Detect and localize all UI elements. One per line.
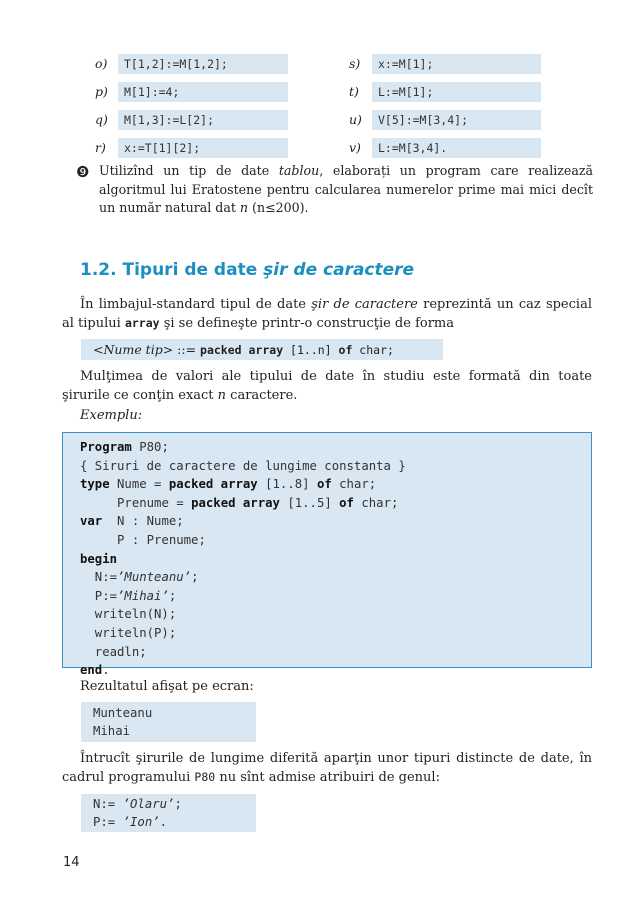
- values-paragraph: Mulţimea de valori ale tipului de date în studiu este formată din toate şirurile ce conţin exact n caractere.: [62, 369, 592, 403]
- task-9-text: Utilizînd un tip de date tablou, elaborați un program care realizează algoritmul lui Eratostene pentru calcularea numerelor prime mai mici decît un număr natural dat n (n≤200).: [99, 163, 593, 215]
- example-label: Exemplu:: [80, 408, 143, 423]
- exercise-code-q: M[1,3]:=L[2];: [118, 110, 288, 130]
- exercise-code-p: M[1]:=4;: [118, 82, 288, 102]
- exercise-code-u: V[5]:=M[3,4];: [372, 110, 541, 130]
- assignment-paragraph: Întrucît şirurile de lungime diferită aparţin unor tipuri distincte de date, în cadrul programului P80 nu sînt admise atribuiri de genul:: [62, 751, 592, 785]
- exercise-code-t: L:=M[1];: [372, 82, 541, 102]
- exercise-label-t: t): [349, 84, 359, 99]
- output-box: [81, 702, 256, 742]
- program-code: Program P80; { Siruri de caractere de lungime constanta } type Nume = packed array [1..8] of char; Prenume = packed array [1..5] of char; var N : Nume; P : Prenume; begin N:=’Munteanu’; P:=’Mihai’; writeln(N); writeln(P); readln; end.: [80, 440, 406, 678]
- exercise-label-q: q): [95, 112, 108, 127]
- result-label: Rezultatul afişat pe ecran:: [80, 679, 254, 694]
- exercise-code-r: x:=T[1][2];: [118, 138, 288, 158]
- page-number: 14: [63, 855, 80, 870]
- exercise-code-s: x:=M[1];: [372, 54, 541, 74]
- program-code-block: [62, 432, 592, 678]
- assignment-line-1: N:= ’Olaru’;: [93, 797, 182, 811]
- assignment-box: [81, 794, 256, 832]
- exercise-label-u: u): [349, 112, 362, 127]
- section-heading: 1.2. Tipuri de date şir de caractere: [80, 260, 415, 280]
- exercise-code-v: L:=M[3,4].: [372, 138, 541, 158]
- syntax-box: [81, 339, 443, 360]
- syntax-definition: <Nume tip> ::= packed array [1..n] of char;: [93, 342, 394, 357]
- output-line: Munteanu: [93, 706, 153, 720]
- exercise-code-o: T[1,2]:=M[1,2];: [118, 54, 288, 74]
- exercise-label-v: v): [349, 140, 361, 155]
- exercise-label-p: p): [95, 84, 108, 99]
- exercise-label-o: o): [95, 56, 108, 71]
- exercise-label-r: r): [95, 140, 106, 155]
- intro-paragraph: În limbajul-standard tipul de date şir de caractere reprezintă un caz special al tipului array şi se defineşte printr-o construcţie de forma: [62, 297, 592, 331]
- output-line: Mihai: [93, 724, 131, 738]
- assignment-line-2: P:= ’Ion’.: [93, 815, 168, 829]
- task-number-icon: ❾: [76, 163, 90, 181]
- exercise-label-s: s): [349, 56, 361, 71]
